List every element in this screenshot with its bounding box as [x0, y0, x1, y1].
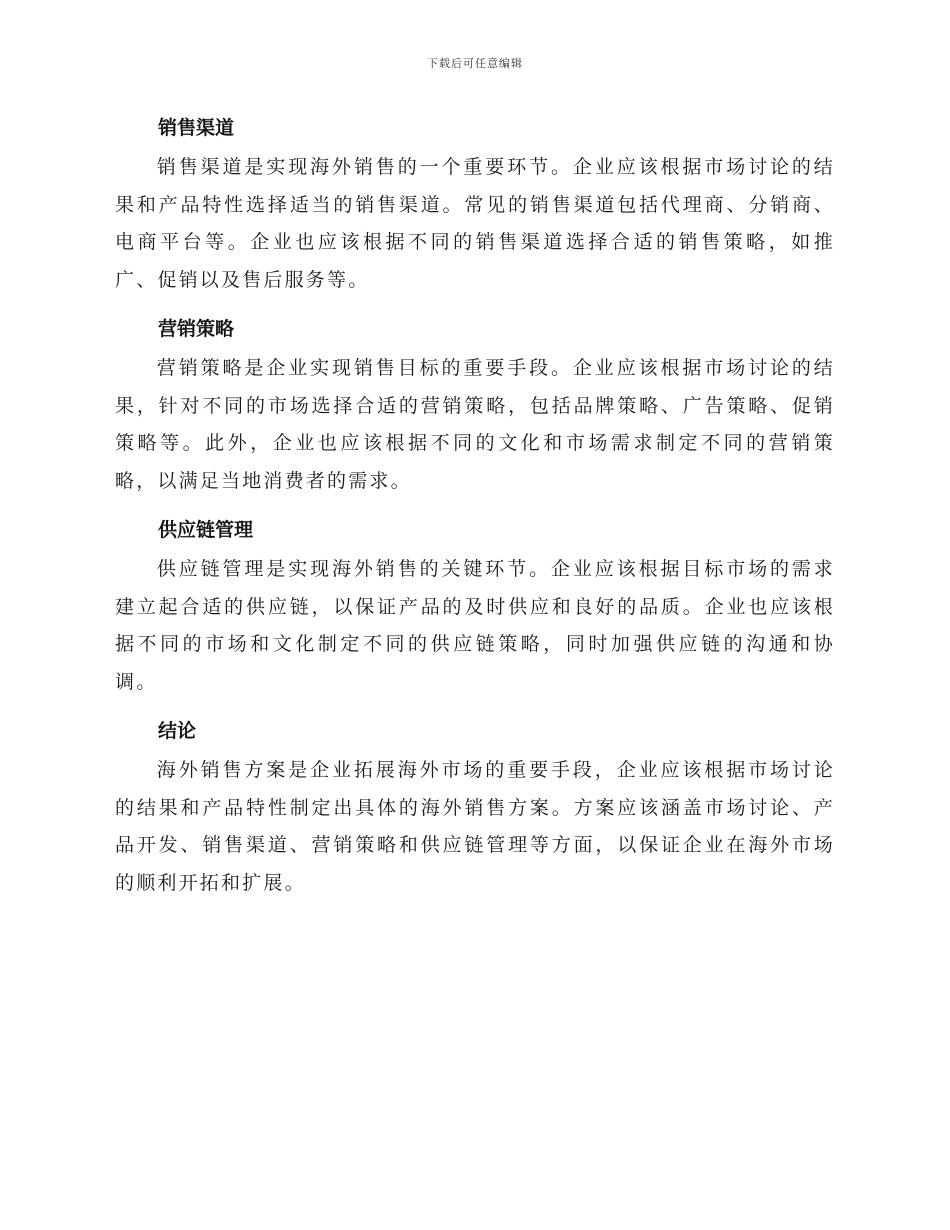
section-paragraph: 营销策略是企业实现销售目标的重要手段。企业应该根据市场讨论的结果，针对不同的市场选择合适的营销策略，包括品牌策略、广告策略、促销策略等。此外，企业也应该根据不同的文化和市场需求制定不同的营销策略，以满足当地消费者的需求。 [115, 357, 835, 492]
section-paragraph: 供应链管理是实现海外销售的关键环节。企业应该根据目标市场的需求建立起合适的供应链，以保证产品的及时供应和良好的品质。企业也应该根据不同的市场和文化制定不同的供应链策略，同时加强供应链的沟通和协调。 [115, 558, 835, 693]
section-heading: 营销策略 [158, 318, 235, 340]
section-paragraph: 销售渠道是实现海外销售的一个重要环节。企业应该根据市场讨论的结果和产品特性选择适当的销售渠道。常见的销售渠道包括代理商、分销商、电商平台等。企业也应该根据不同的销售渠道选择合适的销售策略，如推广、促销以及售后服务等。 [115, 156, 835, 291]
page-header: 下载后可任意编辑 [427, 57, 523, 70]
section-marketing-strategy [115, 311, 835, 500]
section-heading: 销售渠道 [158, 117, 235, 139]
section-sales-channels [115, 110, 835, 299]
section-heading: 供应链管理 [158, 519, 254, 541]
section-conclusion [115, 713, 835, 902]
document-body [115, 110, 835, 914]
section-paragraph: 海外销售方案是企业拓展海外市场的重要手段，企业应该根据市场讨论的结果和产品特性制定出具体的海外销售方案。方案应该涵盖市场讨论、产品开发、销售渠道、营销策略和供应链管理等方面，以保证企业在海外市场的顺利开拓和扩展。 [115, 759, 835, 894]
section-supply-chain [115, 512, 835, 701]
section-heading: 结论 [158, 720, 197, 742]
